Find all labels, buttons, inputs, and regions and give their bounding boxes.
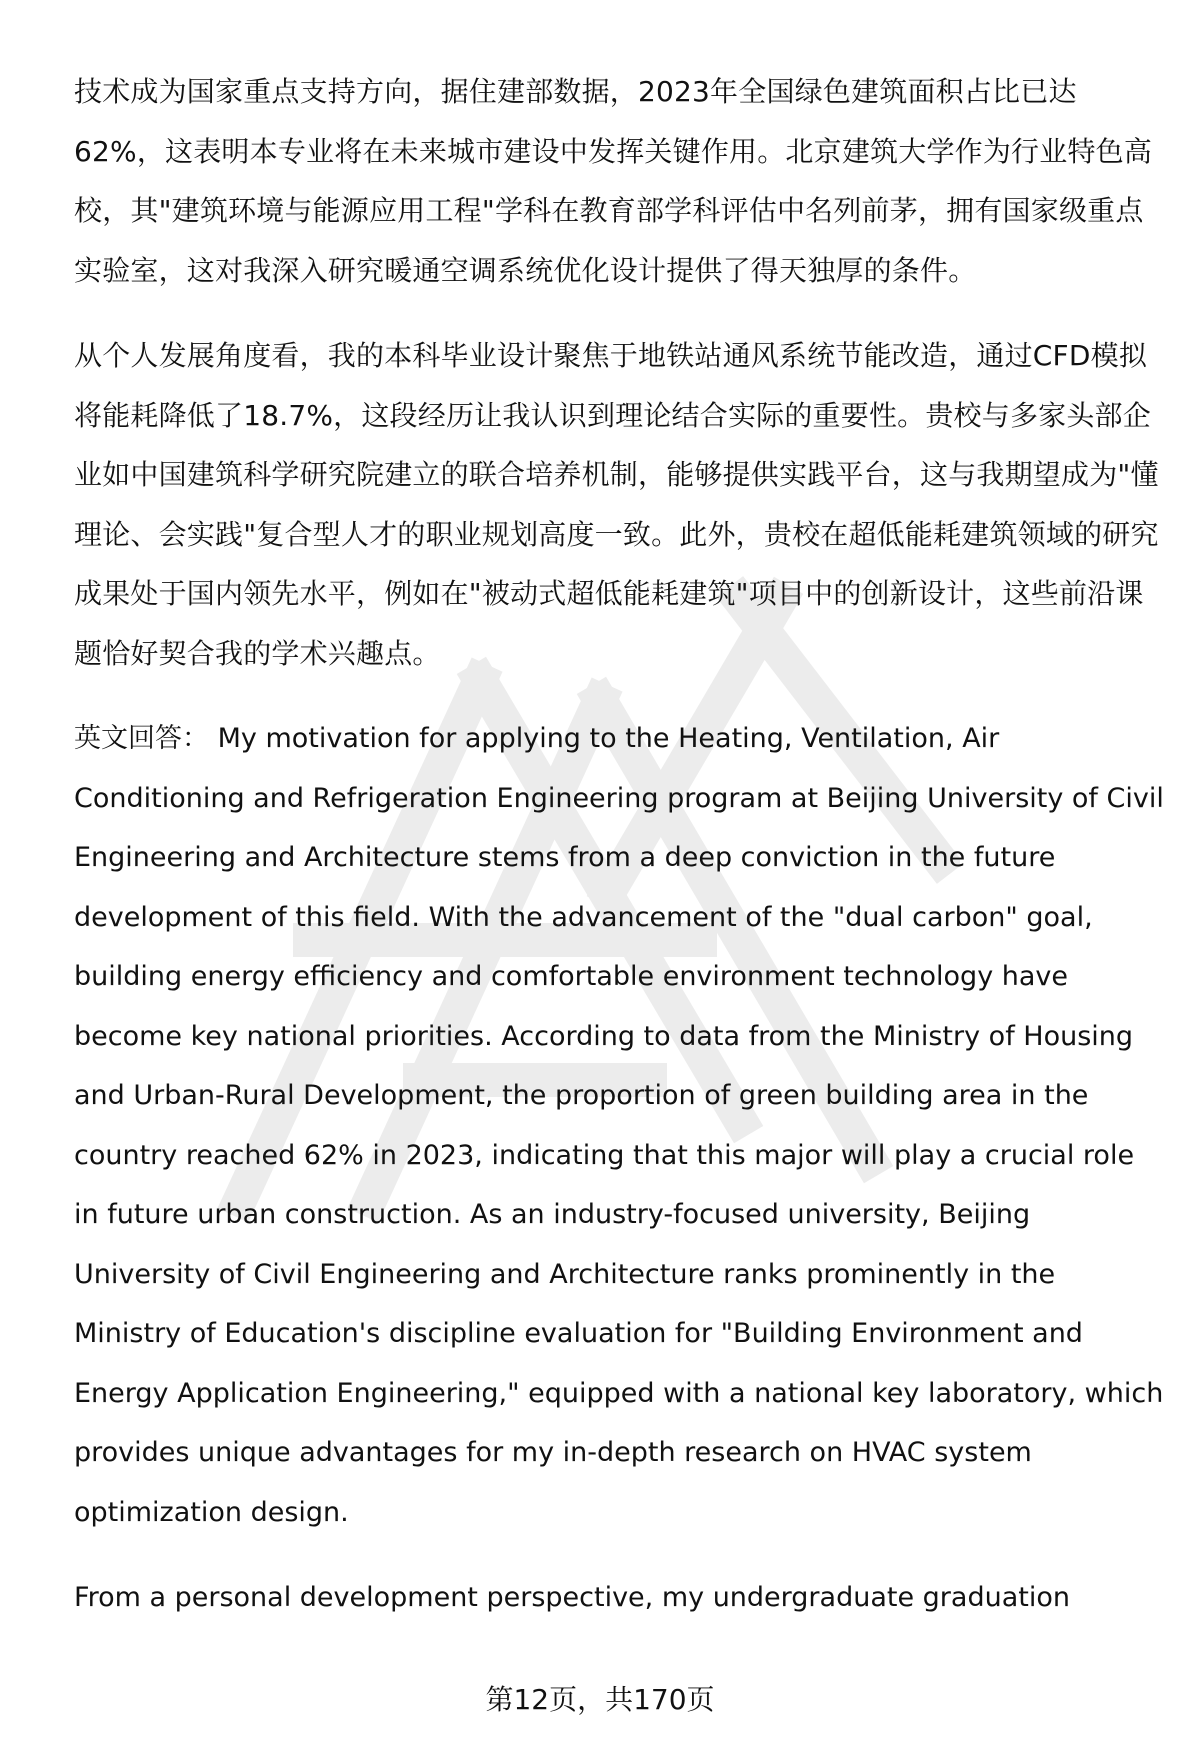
answer-text: My motivation for applying to the Heating, Ventilation, Air Conditioning and Refrigeration Engineering program at Beijing University of Civil Engineering and Architecture stems from a deep conviction in the future development of this field. With the advancement of the "dual carbon" goal, building energy efficiency and comfortable environment technology have become key national priorities. According to data from the Ministry of Housing and Urban-Rural Development, the proportion of green building area in the country reached 62% in 2023, indicating that this major will play a crucial role in future urban construction. As an industry-focused university, Beijing University of Civil Engineering and Architecture ranks prominently in the Ministry of Education's discipline evaluation for "Building Environment and Energy Application Engineering," equipped with a national key laboratory, which provides unique advantages for my in-depth research on HVAC system optimization design. <box>74 723 1164 1528</box>
paragraph-en-answer <box>74 709 1164 1542</box>
page-number-footer: 第12页，共170页 <box>485 1683 715 1716</box>
paragraph-en-2: From a personal development perspective, my undergraduate graduation <box>74 1582 1070 1613</box>
document-page <box>74 62 1164 1654</box>
answer-label: 英文回答： <box>74 723 209 754</box>
paragraph-zh-1: 技术成为国家重点支持方向，据住建部数据，2023年全国绿色建筑面积占比已达62%，这表明本专业将在未来城市建设中发挥关键作用。北京建筑大学作为行业特色高校，其"建筑环境与能源应用工程"学科在教育部学科评估中名列前茅，拥有国家级重点实验室，这对我深入研究暖通空调系统优化设计提供了得天独厚的条件。 <box>74 75 1153 287</box>
paragraph-zh-2: 从个人发展角度看，我的本科毕业设计聚焦于地铁站通风系统节能改造，通过CFD模拟将能耗降低了18.7%，这段经历让我认识到理论结合实际的重要性。贵校与多家头部企业如中国建筑科学研究院建立的联合培养机制，能够提供实践平台，这与我期望成为"懂理论、会实践"复合型人才的职业规划高度一致。此外，贵校在超低能耗建筑领域的研究成果处于国内领先水平，例如在"被动式超低能耗建筑"项目中的创新设计，这些前沿课题恰好契合我的学术兴趣点。 <box>74 339 1159 670</box>
